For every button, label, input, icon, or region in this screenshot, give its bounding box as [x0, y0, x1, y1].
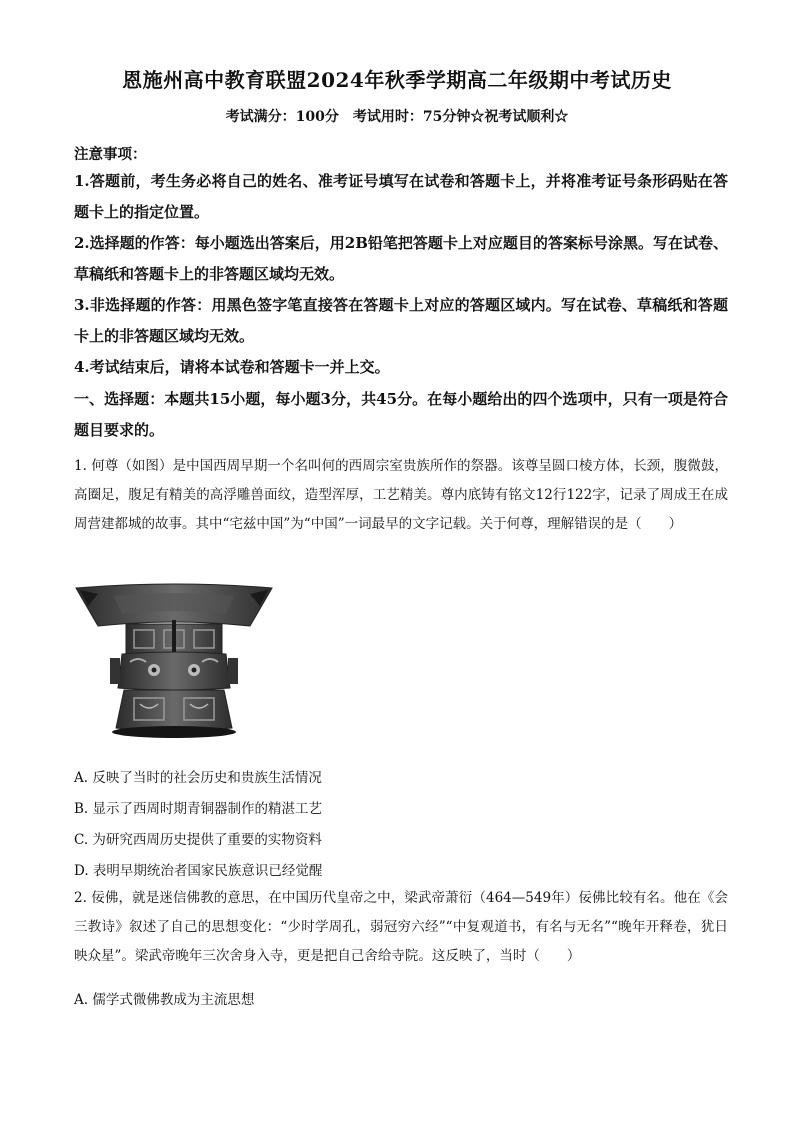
question-1-option-d: D. 表明早期统治者国家民族意识已经觉醒 — [74, 863, 323, 879]
question-1-option-a: A. 反映了当时的社会历史和贵族生活情况 — [74, 770, 322, 786]
exam-title: 恩施州高中教育联盟2024年秋季学期高二年级期中考试历史 — [122, 68, 672, 92]
notice-heading: 注意事项： — [74, 146, 147, 163]
notice-item-4: 4.考试结束后，请将本试卷和答题卡一并上交。 — [74, 358, 390, 376]
question-1-stem: 1. 何尊（如图）是中国西周早期一个名叫何的西周宗室贵族所作的祭器。该尊呈圆口棱方体，长颈，腹微鼓，高圈足，腹足有精美的高浮雕兽面纹，造型浑厚，工艺精美。尊内底铸有铭文12行122字，记录了周成王在成周营建都城的故事。其中“宅兹中国”为“中国”一词最早的文字记载。关于何尊，理解错误的是（ ） — [74, 458, 728, 532]
question-1-option-b: B. 显示了西周时期青铜器制作的精湛工艺 — [74, 801, 323, 817]
notice-item-2: 2.选择题的作答：每小题选出答案后，用2B铅笔把答题卡上对应题目的答案标号涂黑。写在试卷、草稿纸和答题卡上的非答题区域均无效。 — [74, 234, 728, 283]
notice-item-1: 1.答题前，考生务必将自己的姓名、准考证号填写在试卷和答题卡上，并将准考证号条形码贴在答题卡上的指定位置。 — [74, 172, 728, 221]
exam-subtitle: 考试满分：100分 考试用时：75分钟☆祝考试顺利☆ — [225, 109, 569, 125]
question-1-option-c: C. 为研究西周历史提供了重要的实物资料 — [74, 832, 322, 848]
notice-item-3: 3.非选择题的作答：用黑色签字笔直接答在答题卡上对应的答题区域内。写在试卷、草稿纸和答题卡上的非答题区域均无效。 — [74, 296, 728, 345]
section-heading: 一、选择题：本题共15小题，每小题3分，共45分。在每小题给出的四个选项中，只有一项是符合题目要求的。 — [74, 390, 728, 439]
bronze-zun-image — [74, 580, 274, 754]
question-2-stem: 2. 佞佛，就是迷信佛教的意思，在中国历代皇帝之中，梁武帝萧衍（464—549年）佞佛比较有名。他在《会三教诗》叙述了自己的思想变化：“少时学周孔，弱冠穷六经”“中复观道书，有名与无名”“晚年开释卷，犹日映众星”。梁武帝晚年三次舍身入寺，更是把自己舍给寺院。这反映了，当时（ ） — [74, 890, 728, 964]
question-2-option-a: A. 儒学式微佛教成为主流思想 — [74, 992, 255, 1008]
